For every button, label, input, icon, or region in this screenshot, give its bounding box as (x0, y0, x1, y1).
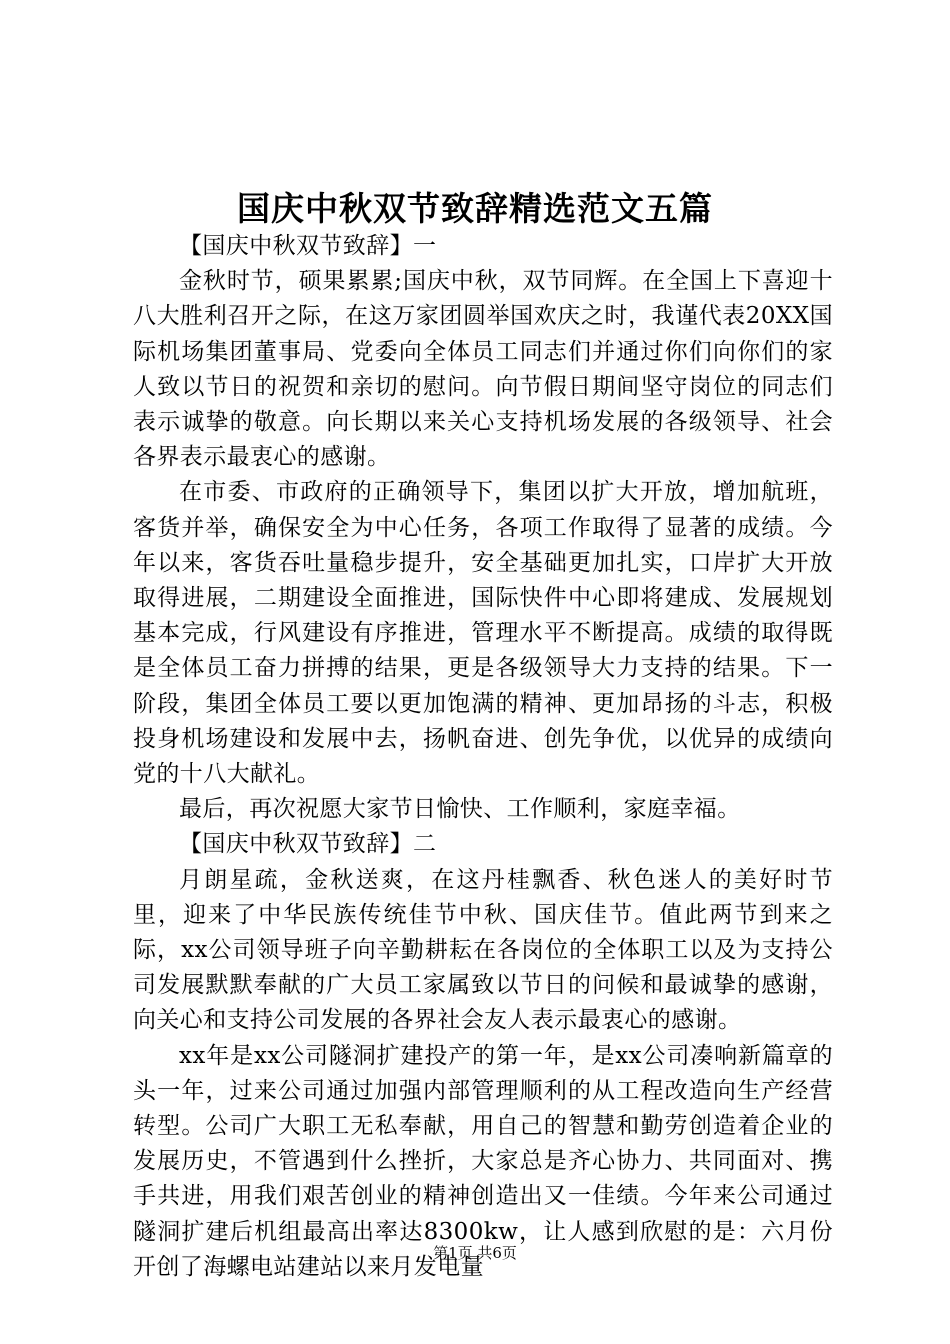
body-paragraph: 金秋时节，硕果累累;国庆中秋，双节同辉。在全国上下喜迎十八大胜利召开之际，在这万家团圆举国欢庆之时，我谨代表20XX国际机场集团董事局、党委向全体员工同志们并通过你们向你们的家人致以节日的祝贺和亲切的慰问。向节假日期间坚守岗位的同志们表示诚挚的敬意。向长期以来关心支持机场发展的各级领导、社会各界表示最衷心的感谢。 (133, 268, 833, 471)
page-number-footer: 第1页 共6页 (433, 1244, 517, 1262)
document-body (133, 229, 833, 1285)
body-paragraph: 月朗星疏，金秋送爽，在这丹桂飘香、秋色迷人的美好时节里，迎来了中华民族传统佳节中秋、国庆佳节。值此两节到来之际，xx公司领导班子向辛勤耕耘在各岗位的全体职工以及为支持公司发展默默奉献的广大员工家属致以节日的问候和最诚挚的感谢，向关心和支持公司发展的各界社会友人表示最衷心的感谢。 (133, 866, 833, 1034)
document-title: 国庆中秋双节致辞精选范文五篇 (237, 189, 713, 228)
body-paragraph: 最后，再次祝愿大家节日愉快、工作顺利，家庭幸福。 (179, 796, 741, 823)
body-paragraph: 在市委、市政府的正确领导下，集团以扩大开放，增加航班，客货并举，确保安全为中心任务，各项工作取得了显著的成绩。今年以来，客货吞吐量稳步提升，安全基础更加扎实，口岸扩大开放取得进展，二期建设全面推进，国际快件中心即将建成、发展规划基本完成，行风建设有序推进，管理水平不断提高。成绩的取得既是全体员工奋力拼搏的结果，更是各级领导大力支持的结果。下一阶段，集团全体员工要以更加饱满的精神、更加昂扬的斗志，积极投身机场建设和发展中去，扬帆奋进、创先争优，以优异的成绩向党的十八大献礼。 (133, 479, 833, 788)
body-paragraph: xx年是xx公司隧洞扩建投产的第一年，是xx公司凑响新篇章的头一年，过来公司通过加强内部管理顺利的从工程改造向生产经营转型。公司广大职工无私奉献，用自己的智慧和勤劳创造着企业的发展历史，不管遇到什么挫折，大家总是齐心协力、共同面对、携手共进，用我们艰苦创业的精神创造出又一佳绩。今年来公司通过隧洞扩建后机组最高出率达8300kw，让人感到欣慰的是：六月份开创了海螺电站建站以来月发电量 (133, 1042, 833, 1280)
section-heading-2: 【国庆中秋双节致辞】二 (179, 831, 437, 858)
section-heading-1: 【国庆中秋双节致辞】一 (179, 233, 437, 259)
